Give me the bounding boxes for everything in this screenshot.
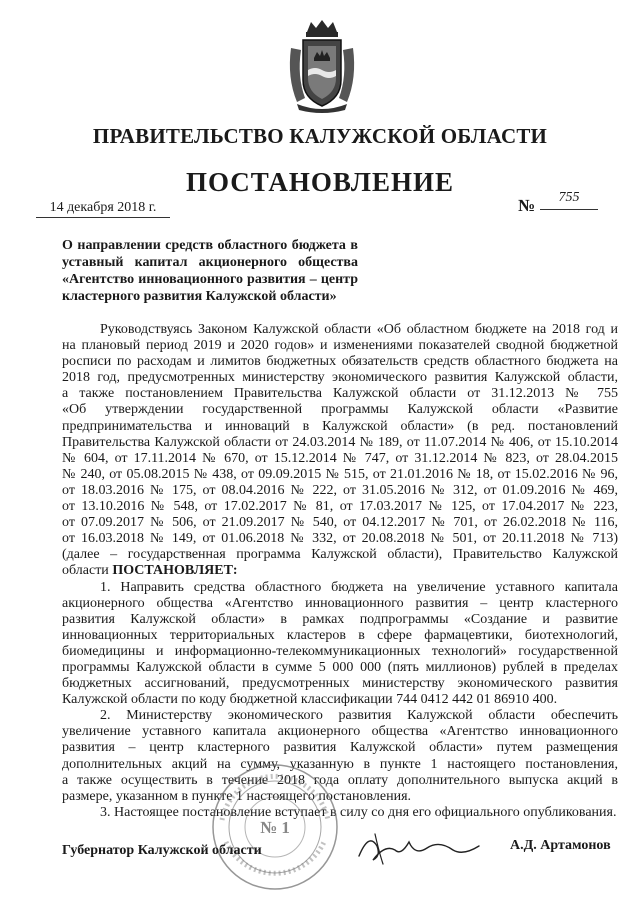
item-1-line: биомедицины и информационно-телекоммуникационных технологий» государственной [62, 643, 618, 659]
body-line: № 604, от 17.11.2014 № 670, от 15.12.2014 № 747, от 31.12.2014 № 823, от 28.04.2015 [62, 450, 618, 466]
body-line: Руководствуясь Законом Калужской области «Об областном бюджете на 2018 год и [100, 322, 618, 337]
item-2-line: 2. Министерству экономического развития Калужской области обеспечить [100, 708, 618, 724]
item-1-line: бюджетных ассигнований, предусмотренных министерству экономического развития [62, 676, 618, 692]
item-1-line: Калужской области по коду бюджетной классификации 744 0412 442 01 86910 400. [62, 692, 558, 708]
item-1-line: развития Калужской области» в рамках подпрограммы «Создание и развитие [62, 611, 618, 627]
item-3-line: 3. Настоящее постановление вступает в силу со дня его официального опубликования. [100, 804, 617, 820]
handwritten-signature-icon [355, 826, 485, 870]
document-type-heading: ПОСТАНОВЛЕНИЕ [185, 167, 455, 197]
body-line: росписи по расходам и лимитов бюджетных обязательств средств областного бюджета на [62, 354, 618, 370]
body-line [62, 563, 618, 579]
item-1-line: акционерного общества «Агентство инновационного развития – центр кластерного [62, 595, 618, 611]
signatory-position: Губернатор Калужской области [62, 843, 262, 858]
item-2-line: размере, указанном в пункте 1 настоящего постановления. [62, 788, 412, 804]
body-line: 2018 год, предусмотренных министерству экономического развития Калужской области, [62, 370, 618, 386]
document-body [62, 322, 618, 821]
body-line: на плановый период 2019 и 2020 годов» и изменениями показателей сводной бюджетной [62, 338, 618, 354]
body-line: от 18.03.2016 № 175, от 08.04.2016 № 222, от 31.05.2016 № 312, от 01.09.2016 № 469, [62, 482, 618, 498]
body-line: от 16.03.2018 № 149, от 01.06.2018 № 332, от 20.08.2018 № 501, от 20.11.2018 № 713) [62, 531, 618, 547]
body-line: (далее – государственная программа Калужской области), Правительство Калужской [62, 547, 618, 563]
item-2-line: увеличение уставного капитала акционерного общества «Агентство инновационного [62, 724, 618, 740]
body-line: предпринимательства и инноваций в Калужской области» (в ред. постановлений [62, 418, 618, 434]
number-sign: № [518, 196, 536, 215]
document-date: 14 декабря 2018 г. [36, 200, 170, 218]
body-line: от 07.09.2017 № 506, от 21.09.2017 № 540, от 04.12.2017 № 701, от 26.02.2018 № 116, [62, 515, 618, 531]
official-seal-stamp-icon [208, 760, 342, 894]
kaluga-coat-of-arms-icon [283, 18, 361, 114]
subject-line: кластерного развития Калужской области» [62, 289, 337, 304]
body-line: Правительства Калужской области от 24.03.2014 № 189, от 11.07.2014 № 406, от 15.10.2014 [62, 434, 618, 450]
item-1-line: инновационных территориальных кластеров в сфере фармацевтики, биотехнологий, [62, 627, 618, 643]
subject-line: «Агентство инновационного развития – центр [62, 272, 358, 287]
body-line: от 13.10.2016 № 548, от 17.02.2017 № 81, от 17.03.2017 № 125, от 17.04.2017 № 223, [62, 499, 618, 515]
subject-line: уставный капитал акционерного общества [62, 255, 358, 270]
document-subject [62, 237, 358, 305]
item-1-line: программы Калужской области в сумме 5 000 000 (пять миллионов) рублей в пределах [62, 659, 618, 675]
body-line: «Об утверждении государственной программы Калужской области «Развитие [62, 402, 618, 418]
resolves-keyword: ПОСТАНОВЛЯЕТ: [112, 563, 238, 579]
organization-title: ПРАВИТЕЛЬСТВО КАЛУЖСКОЙ ОБЛАСТИ [92, 124, 548, 148]
item-2-line: а также осуществить в течение 2018 года оплату дополнительного выпуска акций в [62, 772, 618, 788]
body-line: № 240, от 05.08.2015 № 438, от 09.09.2015 № 515, от 21.01.2016 № 18, от 15.02.2016 № 96, [62, 466, 618, 482]
subject-line: О направлении средств областного бюджета в [62, 238, 358, 253]
document-number: 755 [540, 190, 598, 210]
signatory-name: А.Д. Артамонов [510, 838, 611, 853]
item-1-line: 1. Направить средства областного бюджета на увеличение уставного капитала [100, 579, 618, 595]
preamble-end: области [62, 563, 113, 579]
body-line: а также постановлением Правительства Калужской области от 31.12.2013 № 755 [62, 386, 618, 402]
item-2-line: дополнительных акций на сумму, указанную в пункте 1 настоящего постановления, [62, 756, 618, 772]
stamp-number-text: № 1 [260, 818, 290, 837]
item-2-line: развития – центр кластерного развития Калужской области» путем размещения [62, 740, 618, 756]
